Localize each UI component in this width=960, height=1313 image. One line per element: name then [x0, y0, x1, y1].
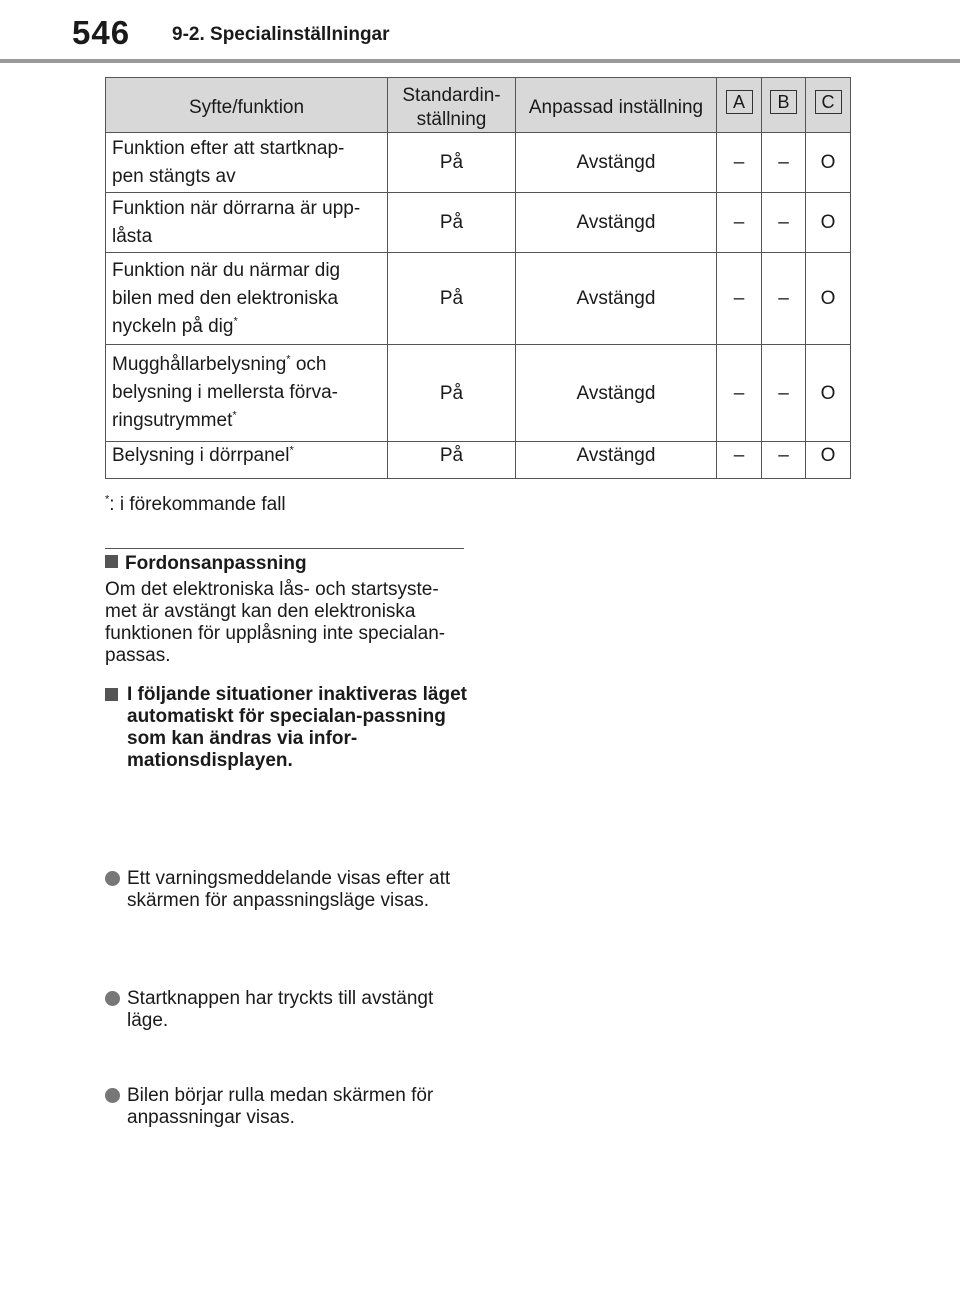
situations-section — [105, 684, 507, 772]
circle-bullet-icon — [105, 991, 120, 1006]
a-cell: – — [717, 345, 762, 442]
footnote-mark: * — [105, 493, 110, 506]
function-line — [112, 442, 381, 470]
function-cell — [106, 253, 388, 345]
section-divider — [105, 548, 464, 549]
table-row — [106, 442, 851, 479]
asterisk-mark: * — [289, 444, 294, 457]
footnote — [105, 494, 286, 516]
b-cell: – — [762, 253, 806, 345]
function-line: Funktion när dörrarna är upp- — [112, 197, 361, 219]
c-cell: O — [806, 253, 851, 345]
bullet-item — [105, 1085, 467, 1129]
function-line-text: nyckeln på dig — [112, 315, 234, 337]
function-line: Funktion när du närmar dig — [112, 259, 341, 281]
footnote-text: : i förekommande fall — [109, 494, 286, 515]
c-cell: O — [806, 133, 851, 193]
col-header-a — [717, 78, 762, 133]
col-header-function-label: Syfte/funktion — [188, 97, 305, 118]
vehicle-text: Om det elektroniska lås- och startsyste-met är avstängt kan den elektroniska funktionen för upplåsning inte specialan-passas. — [105, 579, 446, 666]
square-bullet-icon — [105, 555, 118, 568]
col-header-default-line2: ställning — [416, 109, 487, 130]
a-cell: – — [717, 442, 762, 479]
c-cell: O — [806, 193, 851, 253]
col-header-b-box: B — [770, 90, 797, 114]
asterisk-mark: * — [233, 315, 238, 328]
bullet-item — [105, 988, 467, 1032]
b-cell: – — [762, 133, 806, 193]
function-cell — [106, 133, 388, 193]
custom-cell: Avstängd — [516, 442, 717, 479]
custom-cell: Avstängd — [516, 193, 717, 253]
col-header-c-box: C — [815, 90, 842, 114]
default-cell: På — [388, 193, 516, 253]
vehicle-heading — [105, 553, 485, 575]
square-bullet-icon — [105, 688, 118, 701]
b-cell: – — [762, 345, 806, 442]
function-line — [112, 351, 381, 379]
vehicle-section — [105, 553, 485, 667]
function-cell — [106, 193, 388, 253]
circle-bullet-icon — [105, 871, 120, 886]
col-header-function — [106, 78, 388, 133]
function-line-text: ringsutrymmet — [112, 410, 233, 431]
col-header-c — [806, 78, 851, 133]
function-cell — [106, 442, 388, 479]
table-row — [106, 253, 851, 345]
function-cell — [106, 345, 388, 442]
asterisk-mark: * — [286, 353, 291, 366]
a-cell: – — [717, 133, 762, 193]
col-header-default — [388, 78, 516, 133]
function-line-text: Belysning i dörrpanel — [112, 445, 290, 466]
b-cell: – — [762, 193, 806, 253]
default-cell: På — [388, 253, 516, 345]
table-header-row — [106, 78, 851, 133]
default-cell: På — [388, 345, 516, 442]
header-rule — [0, 59, 960, 63]
vehicle-heading-text: Fordonsanpassning — [125, 553, 307, 574]
custom-cell: Avstängd — [516, 133, 717, 193]
col-header-custom-label: Anpassad inställning — [528, 97, 704, 118]
function-line: Funktion efter att startknap- — [112, 137, 345, 159]
col-header-default-line1: Standardin- — [402, 85, 501, 106]
c-cell: O — [806, 442, 851, 479]
function-line: pen stängts av — [112, 165, 236, 187]
bullet-text: Ett varningsmeddelande visas efter att skärmen för anpassningsläge visas. — [127, 868, 451, 911]
bullet-text: Bilen börjar rulla medan skärmen för anpassningar visas. — [127, 1085, 434, 1128]
settings-table — [105, 77, 851, 479]
function-line — [112, 407, 381, 435]
function-line-text: Mugghållarbelysning — [112, 354, 287, 375]
function-line — [112, 313, 381, 341]
asterisk-mark: * — [232, 409, 237, 422]
function-line-text: och — [290, 354, 327, 375]
table-row — [106, 133, 851, 193]
table-row — [106, 345, 851, 442]
default-cell: På — [388, 442, 516, 479]
b-cell: – — [762, 442, 806, 479]
function-line: bilen med den elektroniska — [112, 287, 339, 309]
a-cell: – — [717, 193, 762, 253]
col-header-b — [762, 78, 806, 133]
default-cell: På — [388, 133, 516, 193]
bullet-item — [105, 868, 467, 912]
table-row — [106, 193, 851, 253]
section-title: 9-2. Specialinställningar — [172, 24, 390, 45]
col-header-a-box: A — [726, 90, 753, 114]
bullet-text: Startknappen har tryckts till avstängt läge. — [127, 988, 434, 1031]
custom-cell: Avstängd — [516, 345, 717, 442]
circle-bullet-icon — [105, 1088, 120, 1103]
c-cell: O — [806, 345, 851, 442]
custom-cell: Avstängd — [516, 253, 717, 345]
col-header-custom — [516, 78, 717, 133]
function-line: låsta — [112, 225, 153, 247]
a-cell: – — [717, 253, 762, 345]
function-line: belysning i mellersta förva- — [112, 382, 338, 403]
situations-heading: I följande situationer inaktiveras läget automatiskt för specialan-passning som kan ändras via infor-mationsdisplayen. — [127, 684, 467, 771]
page-number: 546 — [72, 14, 131, 51]
